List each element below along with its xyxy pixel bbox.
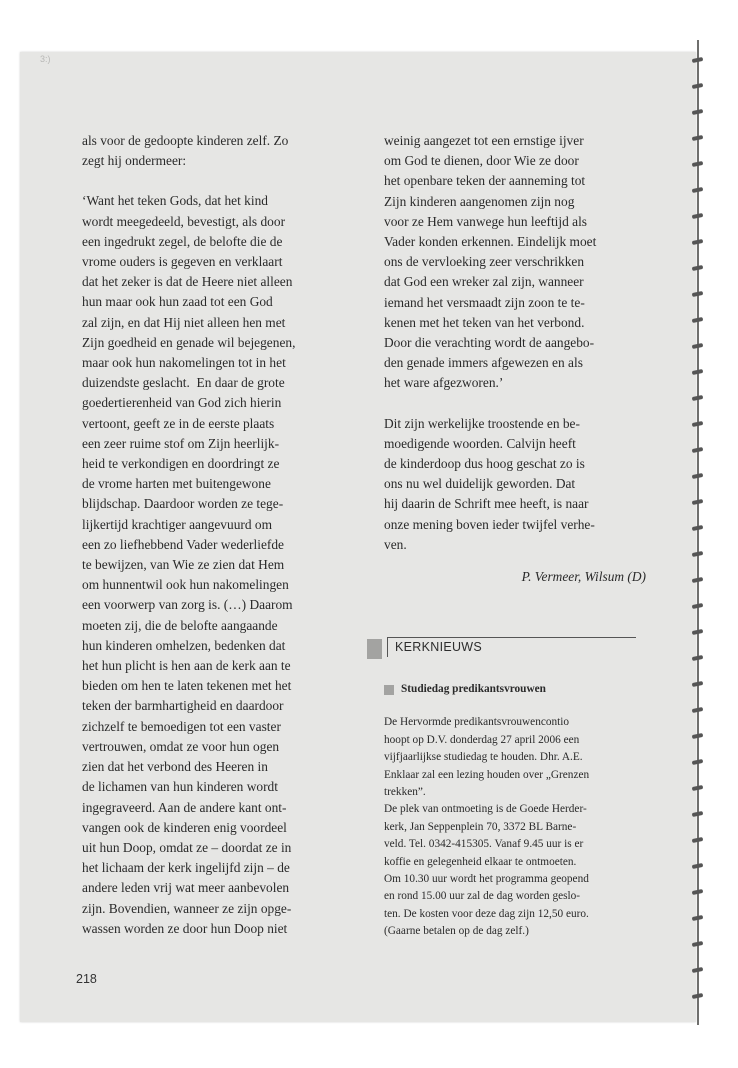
binding-clip [692, 213, 704, 219]
text-line: de vrome harten met buitengewone [82, 476, 271, 492]
text-line: een voorwerp van zorg is. (…) Daarom [82, 597, 293, 613]
binding-clip [692, 499, 704, 505]
text-line: zegt hij ondermeer: [82, 153, 187, 169]
text-line: wassen worden ze door hun Doop niet [82, 920, 288, 936]
corner-mark: 3:) [40, 54, 51, 64]
news-item-heading [384, 681, 646, 698]
binding-clip [692, 733, 704, 739]
binding-clip [692, 57, 704, 63]
text-line: om God te dienen, door Wie ze door [384, 153, 579, 169]
binding-clip [692, 395, 704, 401]
text-line: ons nu wel duidelijk geworden. Dat [384, 476, 576, 492]
paragraph-gap [82, 171, 367, 191]
news-item-title: Studiedag predikantsvrouwen [401, 683, 546, 695]
binding-clip [692, 681, 704, 687]
text-line: iemand het versmaadt zijn zoon te te- [384, 294, 585, 310]
text-line: hun kinderen omhelzen, bedenken dat [82, 637, 286, 653]
kerknieuws-item [384, 681, 646, 941]
text-line: het openbare teken der aanneming tot [384, 173, 586, 189]
text-line: trekken”. [384, 786, 426, 799]
text-line: het hun plicht is hen aan de kerk aan te [82, 658, 291, 674]
binding-clip [692, 421, 704, 427]
text-line: goedertierenheid van God zich hierin [82, 395, 282, 411]
text-line: weinig aangezet tot een ernstige ijver [384, 133, 584, 148]
text-line: dat God een wreker zal zijn, wanneer [384, 274, 584, 290]
paragraph-gap [384, 394, 646, 414]
kerknieuws-header [367, 637, 636, 660]
binding-clip [692, 525, 704, 531]
text-line: ten. De kosten voor deze dag zijn 12,50 euro. [384, 907, 589, 920]
binding-clip [692, 161, 704, 167]
text-line: een zeer ruime stof om Zijn heerlijk- [82, 435, 280, 451]
bullet-square-icon [384, 685, 394, 695]
spiral-binding [688, 40, 708, 1025]
text-line: zien dat het verbond des Heeren in [82, 759, 268, 775]
text-line: Dit zijn werkelijke troostende en be- [384, 415, 580, 431]
binding-clip [692, 811, 704, 817]
binding-clip [692, 239, 704, 245]
text-line: kerk, Jan Seppenplein 70, 3372 BL Barne- [384, 820, 577, 833]
text-line: Enklaar zal een lezing houden over „Grenzen [384, 768, 590, 781]
text-line: de lichamen van hun kinderen wordt [82, 779, 278, 795]
text-line: den genade immers afgewezen en als [384, 355, 583, 371]
text-line: hij daarin de Schrift mee heeft, is naar [384, 496, 589, 512]
text-line: een ingedrukt zegel, de belofte die de [82, 233, 283, 249]
section-title: KERKNIEUWS [395, 640, 483, 654]
text-line: Zijn goedheid en genade wil bejegenen, [82, 334, 296, 350]
text-line: zichzelf te bemoedigen tot een vaster [82, 718, 281, 734]
text-line: vertrouwen, omdat ze voor hun ogen [82, 738, 280, 754]
binding-clip [692, 109, 704, 115]
text-line: hun maar ook hun zaad tot een God [82, 294, 273, 310]
text-line: lijkertijd krachtiger aangevuurd om [82, 516, 273, 532]
text-line: De Hervormde predikantsvrouwencontio [384, 716, 570, 729]
binding-clip [692, 343, 704, 349]
binding-clip [692, 863, 704, 869]
text-line: Zijn kinderen aangenomen zijn nog [384, 193, 575, 209]
binding-clip [692, 993, 704, 999]
binding-clip [692, 759, 704, 765]
binding-clip [692, 603, 704, 609]
text-line: de kinderdoop dus hoog geschat zo is [384, 456, 585, 472]
section-marker [367, 639, 382, 659]
text-line: (Gaarne betalen op de dag zelf.) [384, 925, 529, 938]
news-item-body [384, 714, 646, 940]
text-line: om hunnentwil ook hun nakomelingen [82, 577, 289, 593]
binding-clip [692, 187, 704, 193]
text-line: ons de vervloeking zeer verschrikken [384, 254, 585, 270]
text-line: wordt meegedeeld, bevestigt, als door [82, 213, 286, 229]
text-line: vijfjaarlijkse studiedag te houden. Dhr. A.E. [384, 751, 583, 764]
text-line: het ware afgezworen.’ [384, 375, 504, 391]
binding-clip [692, 317, 704, 323]
text-line: Om 10.30 uur wordt het programma geopend [384, 873, 589, 886]
binding-clip [692, 629, 704, 635]
text-line: uit hun Doop, omdat ze – doordat ze in [82, 839, 292, 855]
text-line: zal zijn, en dat Hij niet alleen hen met [82, 314, 286, 330]
text-line: vangen ook de kinderen enig voordeel [82, 819, 287, 835]
text-line: andere leden vrij wat meer aanbevolen [82, 880, 290, 896]
binding-clip [692, 447, 704, 453]
text-line: dat het zeker is dat de Heere niet alleen [82, 274, 293, 290]
text-line: voor ze Hem vanwege hun leeftijd als [384, 213, 588, 229]
text-line: maar ook hun nakomelingen tot in het [82, 355, 286, 371]
text-line: ven. [384, 536, 407, 552]
text-line: ‘Want het teken Gods, dat het kind [82, 193, 268, 209]
text-line: het lichaam der kerk ingelijfd zijn – de [82, 860, 290, 876]
text-line: bieden om hen te laten tekenen met het [82, 678, 292, 694]
text-line: een zo liefhebbend Vader wederliefde [82, 536, 284, 552]
text-line: te bewijzen, van Wie ze zien dat Hem [82, 557, 285, 573]
binding-clip [692, 291, 704, 297]
binding-clip [692, 135, 704, 141]
text-line: veld. Tel. 0342-415305. Vanaf 9.45 uur is er [384, 838, 584, 851]
binding-clip [692, 889, 704, 895]
text-line: De plek van ontmoeting is de Goede Herder- [384, 803, 587, 816]
text-line: Door die verachting wordt de aangebo- [384, 335, 595, 351]
binding-clip [692, 707, 704, 713]
binding-clip [692, 369, 704, 375]
header-rule-left [387, 637, 388, 657]
right-column [384, 131, 646, 587]
binding-clip [692, 967, 704, 973]
text-line: onze mening boven ieder twijfel verhe- [384, 516, 595, 532]
text-line: koffie en gelegenheid elkaar te ontmoeten. [384, 855, 577, 868]
text-line: moedigende woorden. Calvijn heeft [384, 435, 576, 451]
binding-clip [692, 941, 704, 947]
text-line: vrome ouders is gegeven en verklaart [82, 254, 283, 270]
text-line: als voor de gedoopte kinderen zelf. Zo [82, 133, 289, 148]
author-signature: P. Vermeer, Wilsum (D) [521, 569, 646, 585]
binding-clip [692, 655, 704, 661]
left-column [82, 131, 367, 939]
text-line: zijn. Bovendien, wanneer ze zijn opge- [82, 900, 292, 916]
text-line: kenen met het teken van het verbond. [384, 314, 585, 330]
binding-clip [692, 837, 704, 843]
text-line: blijdschap. Daardoor worden ze tege- [82, 496, 284, 512]
binding-clip [692, 551, 704, 557]
text-line: Vader konden erkennen. Eindelijk moet [384, 234, 597, 250]
binding-clip [692, 915, 704, 921]
binding-clip [692, 577, 704, 583]
text-line: teken der barmhartigheid en daardoor [82, 698, 284, 714]
text-line: en rond 15.00 uur zal de dag worden geslo- [384, 890, 581, 903]
binding-clip [692, 785, 704, 791]
text-line: hoopt op D.V. donderdag 27 april 2006 een [384, 733, 580, 746]
text-line: duizendste geslacht. En daar de grote [82, 375, 285, 391]
header-rule [387, 637, 636, 638]
text-line: vertoont, geeft ze in de eerste plaats [82, 415, 275, 431]
page-number: 218 [76, 972, 97, 986]
binding-clip [692, 265, 704, 271]
text-line: moeten zij, die de belofte aangaande [82, 617, 278, 633]
binding-clip [692, 83, 704, 89]
text-line: heid te verkondigen en doordringt ze [82, 456, 280, 472]
text-line: ingegraveerd. Aan de andere kant ont- [82, 799, 287, 815]
binding-clip [692, 473, 704, 479]
